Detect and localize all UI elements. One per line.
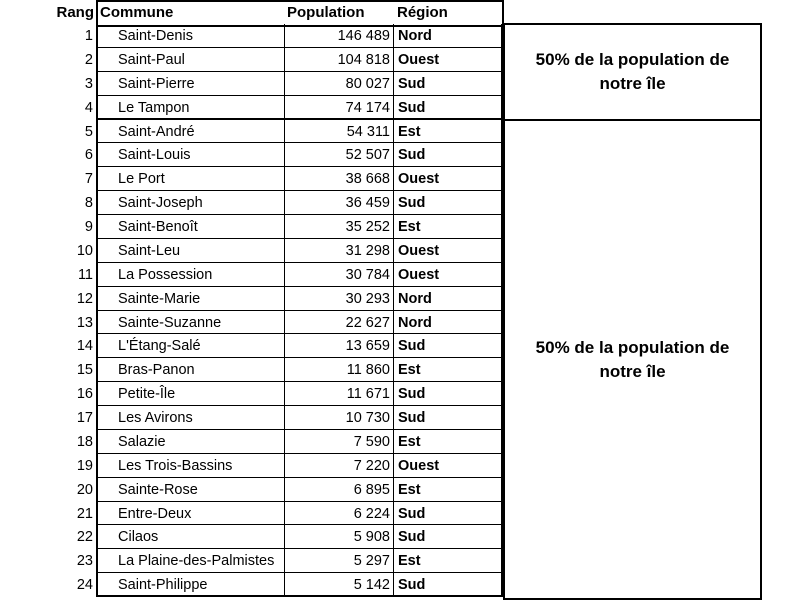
commune-cell: Le Tampon — [96, 96, 284, 120]
population-cell: 104 818 — [284, 48, 393, 72]
rank-cell: 22 — [76, 529, 93, 546]
table-row — [0, 143, 503, 167]
population-cell: 54 311 — [284, 120, 393, 144]
rank-cell: 13 — [76, 314, 93, 331]
population-cell: 35 252 — [284, 215, 393, 239]
population-cell: 10 730 — [284, 406, 393, 430]
commune-cell: Les Trois-Bassins — [96, 454, 284, 478]
rank-cell: 15 — [76, 362, 93, 379]
table-row — [0, 239, 503, 263]
table-row — [0, 478, 503, 502]
rank-cell: 1 — [84, 28, 93, 44]
table-row — [0, 382, 503, 406]
population-cell: 6 224 — [284, 502, 393, 526]
population-cell: 5 142 — [284, 573, 393, 597]
table-row — [0, 24, 503, 48]
region-cell: Ouest — [393, 454, 503, 478]
commune-cell: Salazie — [96, 430, 284, 454]
rank-cell: 12 — [76, 290, 93, 307]
rank-cell: 4 — [84, 99, 93, 116]
region-cell: Est — [393, 478, 503, 502]
population-cell: 30 293 — [284, 287, 393, 311]
commune-cell: Petite-Île — [96, 382, 284, 406]
region-cell: Sud — [393, 143, 503, 167]
rank-cell: 24 — [76, 577, 93, 594]
commune-cell: Saint-Leu — [96, 239, 284, 263]
commune-cell: Cilaos — [96, 525, 284, 549]
rank-cell: 7 — [84, 171, 93, 188]
commune-cell: Saint-Benoît — [96, 215, 284, 239]
region-cell: Nord — [393, 24, 503, 48]
table-row — [0, 311, 503, 335]
population-cell: 6 895 — [284, 478, 393, 502]
header-region: Région — [397, 4, 448, 21]
commune-cell: Sainte-Marie — [96, 287, 284, 311]
commune-cell: Saint-Pierre — [96, 72, 284, 96]
rank-cell: 8 — [84, 195, 93, 212]
table-row — [0, 215, 503, 239]
region-cell: Est — [393, 215, 503, 239]
population-cell: 11 671 — [284, 382, 393, 406]
table-row — [0, 48, 503, 72]
population-cell: 38 668 — [284, 167, 393, 191]
table-row — [0, 358, 503, 382]
region-cell: Ouest — [393, 263, 503, 287]
region-cell: Nord — [393, 311, 503, 335]
population-cell: 31 298 — [284, 239, 393, 263]
commune-cell: Entre-Deux — [96, 502, 284, 526]
table-row — [0, 454, 503, 478]
population-cell: 52 507 — [284, 143, 393, 167]
summary-note-bottom: 50% de la population de notre île — [503, 119, 762, 600]
rank-cell: 9 — [84, 219, 93, 235]
region-cell: Sud — [393, 525, 503, 549]
region-cell: Nord — [393, 287, 503, 311]
commune-cell: Sainte-Suzanne — [96, 311, 284, 335]
rank-cell: 14 — [76, 338, 93, 355]
table-row — [0, 191, 503, 215]
header-population: Population — [287, 4, 365, 21]
commune-cell: La Possession — [96, 263, 284, 287]
table-row — [0, 573, 503, 597]
commune-cell: Saint-Joseph — [96, 191, 284, 215]
table-row — [0, 287, 503, 311]
region-cell: Sud — [393, 382, 503, 406]
region-cell: Ouest — [393, 167, 503, 191]
population-cell: 80 027 — [284, 72, 393, 96]
region-cell: Sud — [393, 72, 503, 96]
table-row — [0, 549, 503, 573]
region-cell: Sud — [393, 502, 503, 526]
commune-cell: Sainte-Rose — [96, 478, 284, 502]
rank-cell: 2 — [84, 51, 93, 68]
population-cell: 146 489 — [284, 24, 393, 48]
commune-cell: Saint-Philippe — [96, 573, 284, 597]
commune-cell: Bras-Panon — [96, 358, 284, 382]
population-cell: 11 860 — [284, 358, 393, 382]
region-cell: Ouest — [393, 48, 503, 72]
rank-cell: 5 — [84, 123, 93, 140]
population-cell: 36 459 — [284, 191, 393, 215]
table-row — [0, 430, 503, 454]
table-row — [0, 263, 503, 287]
rank-cell: 6 — [84, 147, 93, 164]
commune-cell: Saint-Paul — [96, 48, 284, 72]
rank-cell: 17 — [76, 410, 93, 426]
population-cell: 13 659 — [284, 334, 393, 358]
region-cell: Est — [393, 549, 503, 573]
commune-cell: Le Port — [96, 167, 284, 191]
commune-cell: La Plaine-des-Palmistes — [96, 549, 284, 573]
commune-cell: Saint-Denis — [96, 24, 284, 48]
table-row — [0, 334, 503, 358]
region-cell: Ouest — [393, 239, 503, 263]
rank-cell: 19 — [76, 457, 93, 474]
population-cell: 5 908 — [284, 525, 393, 549]
region-cell: Sud — [393, 96, 503, 120]
population-cell: 5 297 — [284, 549, 393, 573]
region-cell: Sud — [393, 191, 503, 215]
rank-cell: 10 — [76, 242, 93, 259]
population-cell: 22 627 — [284, 311, 393, 335]
population-cell: 30 784 — [284, 263, 393, 287]
commune-cell: Saint-Louis — [96, 143, 284, 167]
population-cell: 7 590 — [284, 430, 393, 454]
rank-cell: 11 — [77, 266, 93, 283]
region-cell: Sud — [393, 406, 503, 430]
rank-cell: 3 — [84, 75, 93, 92]
population-cell: 74 174 — [284, 96, 393, 120]
table-row — [0, 72, 503, 96]
region-cell: Sud — [393, 573, 503, 597]
commune-cell: L'Étang-Salé — [96, 334, 284, 358]
population-cell: 7 220 — [284, 454, 393, 478]
table-row — [0, 120, 503, 144]
commune-cell: Saint-André — [96, 120, 284, 144]
region-cell: Est — [393, 120, 503, 144]
table-row — [0, 502, 503, 526]
summary-note-top: 50% de la population de notre île — [503, 23, 762, 121]
table-row — [0, 167, 503, 191]
commune-cell: Les Avirons — [96, 406, 284, 430]
population-table-body — [0, 24, 503, 597]
table-row — [0, 406, 503, 430]
region-cell: Est — [393, 430, 503, 454]
region-cell: Est — [393, 358, 503, 382]
rank-cell: 23 — [76, 553, 93, 570]
rank-cell: 21 — [76, 505, 93, 522]
table-row — [0, 525, 503, 549]
table-row — [0, 96, 503, 120]
region-cell: Sud — [393, 334, 503, 358]
header-rank: Rang — [56, 4, 94, 21]
rank-cell: 16 — [76, 386, 93, 403]
rank-cell: 18 — [76, 433, 93, 450]
header-commune: Commune — [100, 4, 174, 21]
rank-cell: 20 — [76, 481, 93, 498]
